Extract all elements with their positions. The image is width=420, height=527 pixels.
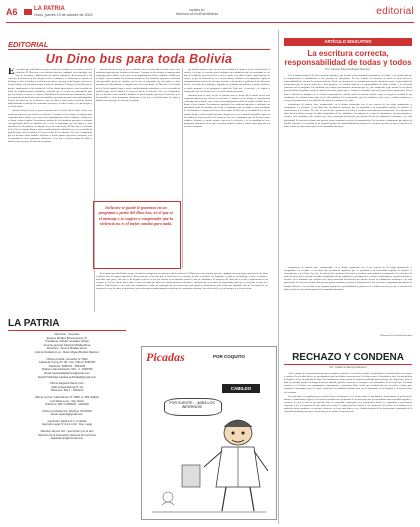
speech-bubble-text: POR SUERTE... ¡MIRA LOS INFIERNOS! — [169, 401, 215, 410]
issue-date: Oruro, jueves 19 de octubre de 2023 — [34, 13, 93, 17]
staff-line: Enrique Miralles Bonnecarrere (†) — [46, 336, 88, 340]
staff-line: Oficina La Paz: Calle México Nº 1588, of. 309, Edificio — [34, 395, 100, 399]
masthead-title: LA PATRIA — [8, 318, 60, 329]
staff-line: Depósito Legal: N 4-3-1-1-92 · Dep. Legal — [41, 423, 93, 427]
staff-line: Teléfonos: 591 2 2490000 · 2401920 — [45, 403, 89, 407]
staff-line: Luis Maria Luza · San Pedro — [49, 399, 85, 403]
opinion-text: Ante el ataque de los narcotraficantes que asesinaron a policías en el oriente del país, la población se ha manifestado con rechazo y condena. Los hechos deben ser investigados hasta las últimas consecuencias. La lucha contra el narcotráfico debe ser una política de Estado y no de un gobierno de turno. Las instituciones deben actuar de manera coordinada para enfrentar este flagelo que afecta a toda la sociedad, porque las drogas destruyen familias, generan violencia y corrompen a las autoridades. Es necesario que el Estado fortalezca a la Policía con equipamiento, capacitación y tecnología. Debe existir una coordinación con los países vecinos para combatir el narcotráfico, que no conoce fronteras. La ciudadanía también tiene un rol importante en la denuncia y en la prevención del consumo. — [284, 372, 412, 394]
masthead-rule — [8, 330, 126, 331]
cartoon-panel — [141, 346, 277, 520]
opinion-body — [284, 372, 412, 524]
cartoon-byline: POR COQUITO — [213, 354, 245, 359]
column-divider — [182, 68, 183, 268]
article-category: ARTÍCULO EDUCATIVO — [324, 39, 372, 44]
opinion-rule — [284, 364, 412, 365]
editorial-title: Un Dino bus para toda Bolivia — [45, 52, 233, 66]
staff-line: Email: lapatria@gmail.com — [50, 413, 83, 417]
article-text: Con la implementación del nuevo modelo educativo, que ha sido socio comunitario productivo en el país, se ha establecido que la comunicación es fundamental en los procesos de aprendizaje. En este sentido, los docentes de todas las áreas tienen la responsabilidad de enseñar la escritura correcta. Desde esa perspectiva, la comunicación puede entenderse como el intercambio de información que se genera entre dos o más personas. La escritura correcta es responsabilidad de todas y todos, y la redacción comienza con la ortografía. Un estudiante que escribe correctamente demuestra que lee, que comprende y que razona. Es de interés general utilizar la palabra escrita de manera adecuada, puesto que se requiere la claridad y precisión para poder comunicarse. Por lo tanto el docente de lenguaje no es el único responsable de enseñar, todos los docentes deben exigir y corregir la escritura de sus estudiantes, la escritura forma parte de la vida cotidiana. Es recomendable que los estudiantes lean textos, escriban resúmenes y revisen sus producciones con ayuda de diccionarios y manuales de estilo. — [284, 74, 412, 102]
social-links — [176, 8, 218, 16]
staff-line: Oficina Cochabamba: Teléfono 70130000 — [42, 409, 92, 413]
editorial-col3-text: que pueden ayudar a que esto sea una realidad. En cuanto a la prevención desde la escuela, es lo que se necesita: desde cualquier otra institución que sea sustentada en ese tipo de conductas, una buena idea es que se ayude a los niños a saber cómo manejar los enojos, ya que la violencia no es el mejor camino. Tambien sería importante lograr un acompañamiento a través de las redes sociales, y así atender el problema desde diferentes frentes, con todas las estrategias, logrando un resultado más positivo y pronto. Inclusive se puede proponer en un programa a partir del Dino bus, el mensaje y se sugiere a comprender que la violencia no es el mejor camino para nada. — [184, 68, 270, 93]
article-body-bottom — [284, 266, 412, 332]
article-title: La escritura correcta, responsabilidad de todas y todos — [284, 49, 412, 68]
editorial-rule — [8, 49, 270, 50]
section-label: editorial — [376, 6, 414, 17]
editorial-column-1 — [8, 68, 92, 312]
cartoon-tag-label: CABILDO — [230, 386, 252, 391]
staff-line: Email: lapatriadigitaloruro@gmail.com — [44, 371, 90, 375]
editorial-column-3 — [184, 68, 270, 270]
staff-line: Jefe de Redacción a.i.: Mario Miguel Bonifaz Ramírez — [34, 350, 100, 354]
staff-line: Directora : Ximena Miralles Iporre — [46, 347, 88, 351]
opinion-title: RECHAZO Y CONDENA — [292, 352, 404, 363]
staff-line: Teléfonos: 591 2 - 3331010 — [50, 389, 84, 393]
article-footnote: *Docente de la Unidad Educativa — [379, 334, 412, 337]
cartoon-brand: Picadas — [146, 350, 185, 364]
staff-line: Teléfono Administración: 591 - 2 - 5250780 — [41, 368, 93, 372]
staff-line: Oficina Regional Santa Cruz: — [49, 382, 85, 386]
staff-line: Presidente: Alfredo Gonzales Clavijo — [45, 340, 89, 344]
staff-line: Calle Independencia Nº 22 — [51, 385, 83, 389]
staff-line: Teléfonos: 5250761 · 5254125 — [48, 364, 86, 368]
cartoon-tag — [222, 384, 260, 393]
staff-line: Directorio : Gerentes — [54, 333, 80, 336]
editorial-column-2-bottom — [96, 272, 268, 312]
column-divider — [94, 68, 95, 312]
article-text-cont: comunicarse de manera clara, comprensible, en la misma ordenación con el uso correcto de las reglas gramaticales y ortográficas. La escritura es sin duda una herramienta poderosa que ha permitido a la humanidad registrar su historia, el conocimiento y la cultura. Por ello, la escuela debe promover la lectura y escritura como prácticas permanentes. Los docentes de todas las áreas deben corregir las faltas ortográficas de los estudiantes, sin importar si se trata de matemáticas, ciencias naturales o sociales. Los estudiantes que escriben con errores muestran deficiencias que pueden afectar su rendimiento académico y su vida profesional. La correcta escritura abre puertas, genera confianza y mejora la comunicación. Por esa razón es importante que padres de familia, docentes y la sociedad en su conjunto asuman la responsabilidad de promover la escritura correcta, ya que es una tarea de todas y todos los que forman parte de la comunidad educativa. — [284, 103, 412, 128]
editorial-col2b-text: Es un plato que toda Bolivia ya que en todos los colegios se necesita prevenir la violencia. El Dino bus es un vehículo tipo bus, equipado con tecnología, que hace de los niños y adolescentes un espacio interactivo. Recientemente se ha visto que la violencia en los colegios ha ido en aumento, no solamente se trata de un bullying, se hace a insultos o molestias entre pares, sino que se ha llegado a niveles en los que incluso se ha atentado contra la vida de estudiantes. El proyecto del Dino bus se pensó e implementó en los colegios de La Paz, donde hasta ahora se han recorrido por todos los establecimientos educativos, sabiendo que se cuenta con capacidades para que la violencia se trate y se reduzca. Toda Bolivia es necesaria esta orientación y todas las estrategias de prevención que sean posibles, precisamente para evitar más tragedias. Una de las causas de ese fenómeno es que los niños y niñas tienen acceso de manera indiscriminada a todo tipo de contenidos violentos, en redes sociales, en videojuegos y en la televisión. — [96, 272, 268, 291]
social-facebook[interactable]: facebook.com/LaPatriaBolivia — [176, 12, 218, 16]
opinion-author: Por: Guillermo Montoya Becerra — [329, 366, 367, 369]
pull-quote: Inclusive se puede le ponemos en un programa o partir del Dino bus, en el que se el mensaje y se sugiere a comprender que la violencia no es el mejor camino para nada. — [98, 205, 174, 226]
editorial-col3-text-cont: sabiendo desde la casa, ya que en muchos casos es desde allí de donde vienen esas conductas agresivas que derivan en violencia. Y aunque en los colegios se implementan estrategias para evitarla, si no existe un acompañamiento desde la familia es difícil que se llegue a buen término. Precisamente muchas de las conductas agresivas o violentas van aprendidas desde las familias, por lo que es importante que los padres y otros miembros de ella también se eduquen acerca de estos temas. El Dino bus en la ciudad de La Paz ha logrado llegar a varios establecimientos educativos y en su recorrido ha podido llegar con la temática de la prevención de la violencia. Por eso es importante que sea llevado a otras ciudades. Inclusive se puede ayudar a prevenir la violencia, y en la actualidad se tiene programas educativos en los que se pueden sumar los niños y adolescentes para que sea una tarea conjunta. — [184, 93, 270, 128]
page-header — [6, 6, 414, 23]
editorial-col1-text: Es un plato que toda Bolivia ya que en todos los colegios se necesita prevenir la violencia. El Dino bus es un vehículo tipo bus, equipado con tecnología, que hace de los niños y adolescentes un espacio interactivo. Recientemente se ha visto que la violencia en los colegios ha ido en aumento, no solamente se trata de un bullying, se hace a insultos o molestias entre pares, sino que se ha llegado a niveles en los que incluso se ha atentado contra la vida de estudiantes. El proyecto del Dino bus se pensó e implementó en los colegios de La Paz, donde hasta ahora se han recorrido por todos los establecimientos educativos, sabiendo que se cuenta con capacidades para que la violencia se trate y se reduzca. Toda Bolivia es necesaria esta orientación y todas las estrategias de prevención que sean posibles, precisamente para evitar más tragedias. Una de las causas de ese fenómeno es que los niños y niñas tienen acceso de manera indiscriminada a todo tipo de contenidos violentos, en redes sociales, en videojuegos y en la televisión. — [8, 68, 92, 109]
staff-line: Casilla de Correo Nº 48 · Fax: (591-2) 5250780 — [38, 361, 96, 365]
staff-line: Oficina Central: Camacho Nº 1892 — [46, 357, 88, 361]
article-body-top — [284, 74, 412, 264]
editorial-label: EDITORIAL — [8, 40, 49, 49]
staff-line: Miembro de la Asociación Nacional de la Prensa — [38, 433, 96, 437]
editorial-column-2-top — [96, 68, 180, 198]
masthead-small: LA PATRIA — [34, 6, 65, 12]
drop-cap: E — [8, 68, 15, 77]
staff-line: Gerente general: Marcelo Miralles Bove — [43, 343, 91, 347]
staff-line: lapatriaoruro@hotmail.com — [50, 437, 84, 441]
editorial-col2-text: sabiendo desde la casa, ya que en muchos casos es desde allí de donde vienen esas conductas agresivas que derivan en violencia. Y aunque en los colegios se implementan estrategias para evitarla, si no existe un acompañamiento desde la familia es difícil que se llegue a buen término. Precisamente muchas de las conductas agresivas o violentas van aprendidas desde las familias, por lo que es importante que los padres y otros miembros de ella también se eduquen acerca de estos temas. El Dino bus en la ciudad de La Paz ha logrado llegar a varios establecimientos educativos y en su recorrido ha podido llegar con la temática de la prevención de la violencia. Por eso es importante que sea llevado a otras ciudades. Inclusive se puede ayudar a prevenir la violencia, y en la actualidad se tiene programas educativos en los que se pueden sumar los niños y adolescentes para que sea una tarea conjunta. — [96, 68, 180, 102]
staff-list — [8, 333, 126, 441]
logo-icon — [24, 9, 32, 15]
page-number: A6 — [6, 7, 18, 17]
editorial-col1-text-cont: sabiendo desde la casa, ya que en muchos casos es desde allí de donde vienen esas conductas agresivas que derivan en violencia. Y aunque en los colegios se implementan estrategias para evitarla, si no existe un acompañamiento desde la familia es difícil que se llegue a buen término. Precisamente muchas de las conductas agresivas o violentas van aprendidas desde las familias, por lo que es importante que los padres y otros miembros de ella también se eduquen acerca de estos temas. El Dino bus en la ciudad de La Paz ha logrado llegar a varios establecimientos educativos y en su recorrido ha podido llegar con la temática de la prevención de la violencia. Por eso es importante que sea llevado a otras ciudades. Inclusive se puede ayudar a prevenir la violencia, y en la actualidad se tiene programas educativos en los que se pueden sumar los niños y adolescentes para que sea una tarea conjunta. — [8, 109, 92, 144]
staff-line: Impresión: Editora S.C. Limitada — [47, 419, 87, 423]
staff-line: Miembro de la A.N.P., suscripción por el año — [40, 430, 94, 434]
cartoon-drawing — [142, 347, 276, 519]
opinion-text-cont: Por otro lado, las organizaciones sociales deben involucrarse en la lucha contra el narcotráfico, denunciando la presencia de fábricas y plantaciones ilegales. Los hechos ocurridos son un llamado de atención para que las autoridades tomen medidas urgentes y efectivas, ya que la vida de los policías debe ser respetada y protegida. Los responsables deben ser capturados y sancionados conforme a ley. Es momento de que todos los sectores se unan para hacer frente a este problema. El rechazo y la condena de la población deben traducirse en acciones concretas, en leyes más firmes y en el fortalecimiento de las instituciones encargadas de la seguridad ciudadana, para que estos hechos no se repitan en nuestro país. — [284, 394, 412, 414]
article-text-2: comunicarse de manera clara, comprensible, en la misma ordenación con el uso correcto de las reglas gramaticales y ortográficas. La escritura es sin duda una herramienta poderosa que ha permitido a la humanidad registrar su historia, el conocimiento y la cultura. Por ello, la escuela debe promover la lectura y escritura como prácticas permanentes. Los docentes de todas las áreas deben corregir las faltas ortográficas de los estudiantes, sin importar si se trata de matemáticas, ciencias naturales o sociales. Los estudiantes que escriben con errores muestran deficiencias que pueden afectar su rendimiento académico y su vida profesional. La correcta escritura abre puertas, genera confianza y mejora la comunicación. Por esa razón es importante que padres de familia, docentes y la sociedad en su conjunto asuman la responsabilidad de promover la escritura correcta, ya que es una tarea de todas y todos los que forman parte de la comunidad educativa. — [284, 266, 412, 291]
social-web[interactable]: lapatria.bo — [189, 8, 205, 12]
staff-line: Email Publicidad: lapatria.publicidad@gmail.com — [38, 375, 96, 379]
article-author: Por: Carmen Rosa Rodríguez Romero* — [325, 68, 371, 71]
section-divider — [278, 30, 279, 524]
